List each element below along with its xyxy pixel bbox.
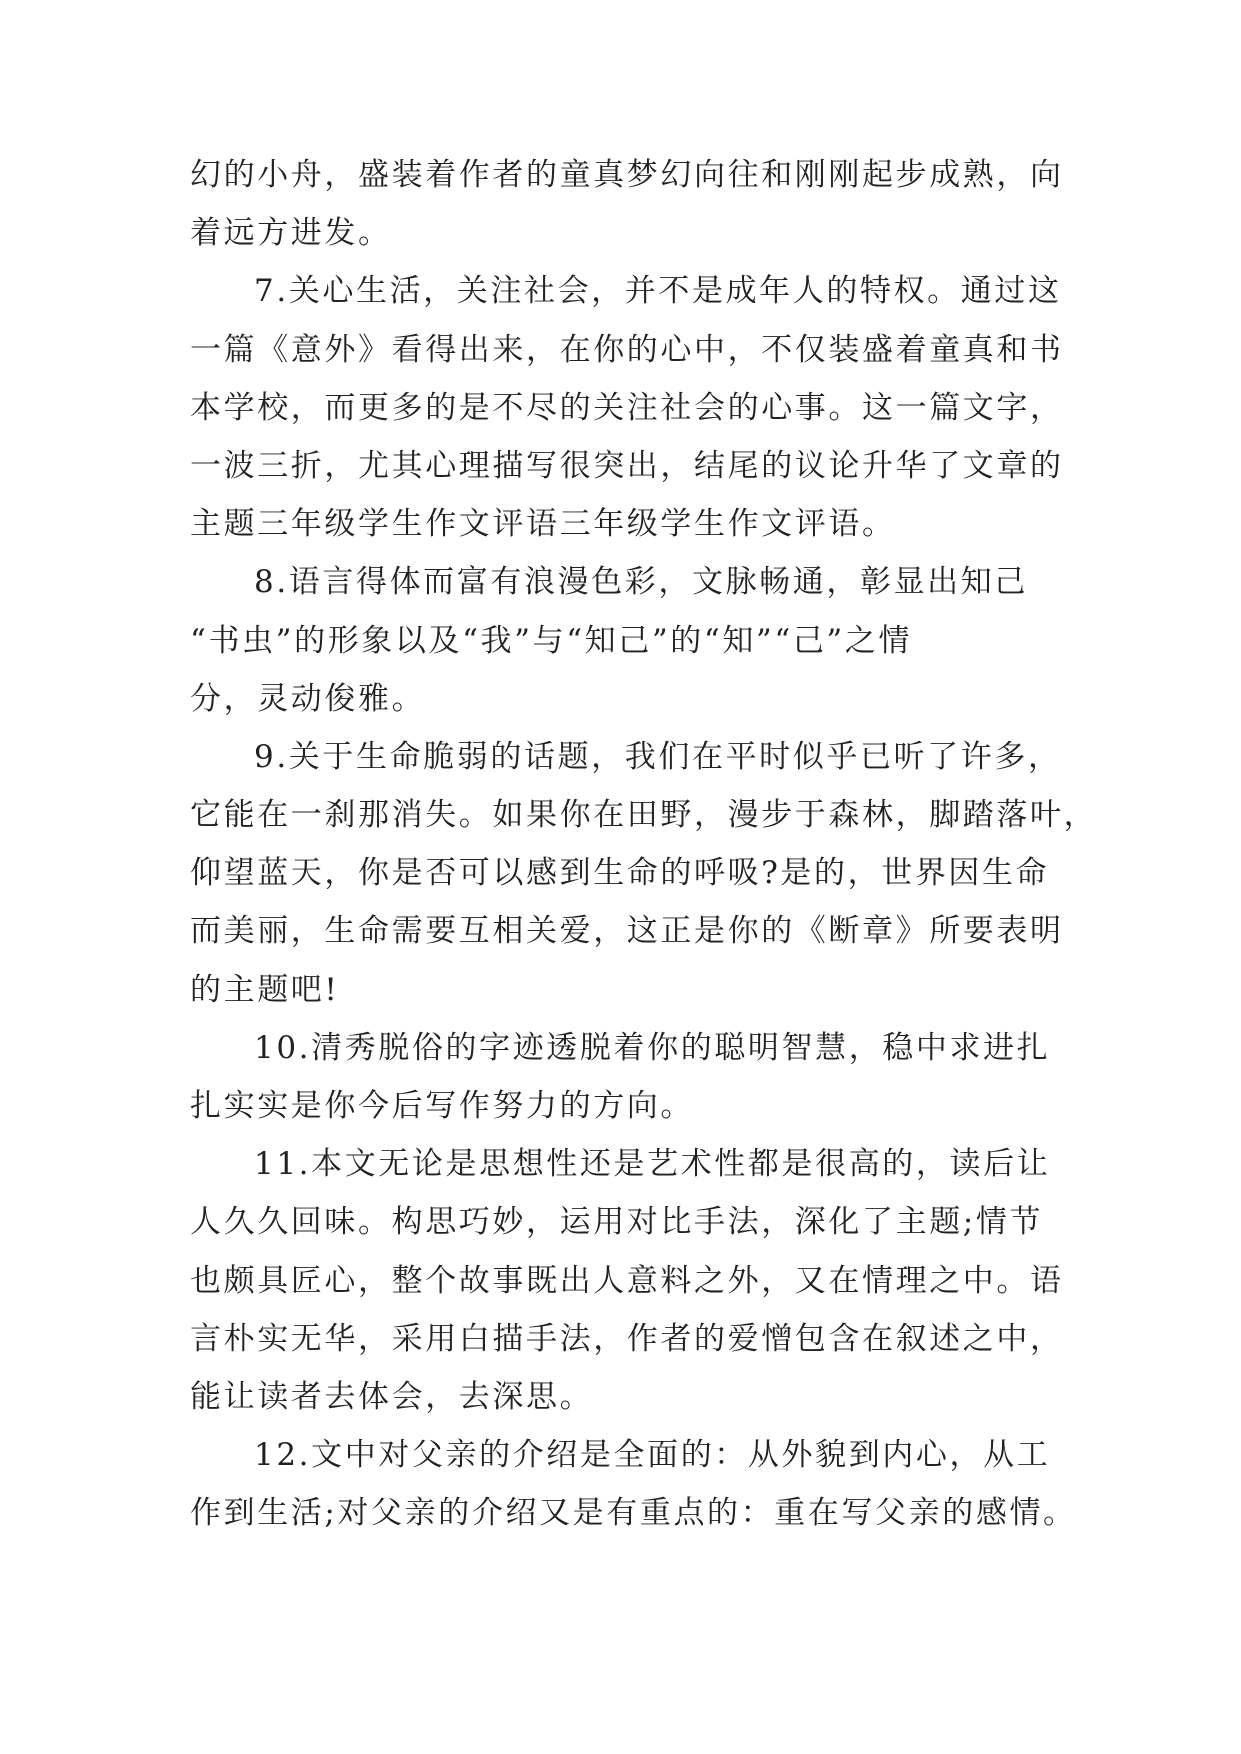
paragraph-start-line: 11.本文无论是思想性还是艺术性都是很高的，读后让 bbox=[254, 1146, 1051, 1183]
text-line: 能让读者去体会，去深思。 bbox=[190, 1378, 594, 1415]
text-line: 着远方进发。 bbox=[190, 215, 392, 252]
paragraph-start-line: 7.关心生活，关注社会，并不是成年人的特权。通过这 bbox=[254, 273, 1062, 310]
text-line: 仰望蓝天，你是否可以感到生命的呼吸?是的，世界因生命 bbox=[190, 855, 1050, 892]
text-line: 一波三折，尤其心理描写很突出，结尾的议论升华了文章的 bbox=[190, 447, 1064, 484]
text-line: 而美丽，生命需要互相关爱，这正是你的《断章》所要表明 bbox=[190, 913, 1064, 950]
paragraph-start-line: 12.文中对父亲的介绍是全面的：从外貌到内心，从工 bbox=[254, 1437, 1051, 1474]
text-line: 也颇具匠心，整个故事既出人意料之外，又在情理之中。语 bbox=[190, 1262, 1064, 1299]
paragraph-start-line: 10.清秀脱俗的字迹透脱着你的聪明智慧，稳中求进扎 bbox=[254, 1029, 1051, 1066]
text-line: 分，灵动俊雅。 bbox=[190, 680, 426, 717]
document-body bbox=[190, 146, 1098, 1543]
text-line: 的主题吧! bbox=[190, 971, 340, 1008]
text-line: 作到生活;对父亲的介绍又是有重点的：重在写父亲的感情。 bbox=[190, 1495, 1077, 1532]
text-line: 本学校，而更多的是不尽的关注社会的心事。这一篇文字， bbox=[190, 389, 1064, 426]
text-line: 人久久回味。构思巧妙，运用对比手法，深化了主题;情节 bbox=[190, 1204, 1044, 1241]
text-line: 它能在一刹那消失。如果你在田野，漫步于森林，脚踏落叶， bbox=[190, 797, 1098, 834]
text-line: 扎实实是你今后写作努力的方向。 bbox=[190, 1088, 694, 1124]
text-line: 主题三年级学生作文评语三年级学生作文评语。 bbox=[190, 506, 896, 543]
text-line: 言朴实无华，采用白描手法，作者的爱憎包含在叙述之中， bbox=[190, 1320, 1064, 1357]
text-line: 幻的小舟，盛装着作者的童真梦幻向往和刚刚起步成熟，向 bbox=[190, 157, 1064, 193]
paragraph-start-line: 8.语言得体而富有浪漫色彩，文脉畅通，彰显出知己 bbox=[254, 564, 1028, 601]
text-line: “书虫”的形象以及“我”与“知己”的“知”“己”之情 bbox=[190, 622, 913, 659]
paragraph-start-line: 9.关于生命脆弱的话题，我们在平时似乎已听了许多， bbox=[254, 738, 1062, 775]
text-line: 一篇《意外》看得出来，在你的心中，不仅装盛着童真和书 bbox=[190, 331, 1064, 368]
